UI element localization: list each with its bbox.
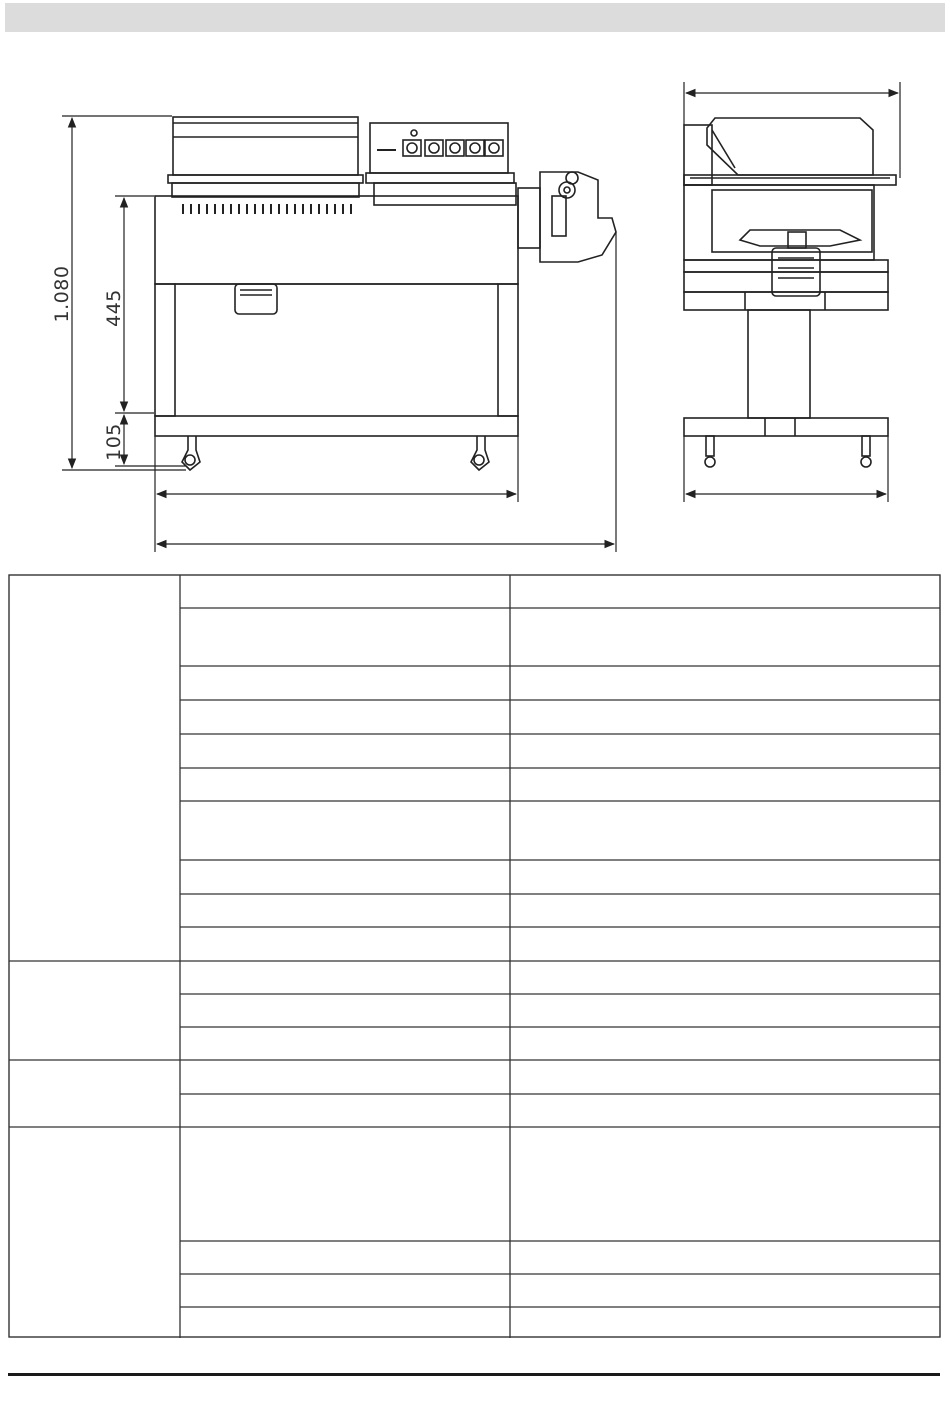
front-view: [155, 117, 616, 470]
dim-base-height: 105: [103, 423, 125, 461]
table-border: [9, 575, 940, 1337]
footer-rule: [8, 1373, 940, 1376]
side-view: [684, 118, 896, 467]
machine-body: [155, 196, 518, 284]
machine-technical-drawing: [0, 0, 950, 560]
dim-total-height: 1.080: [51, 265, 73, 323]
dim-body-height: 445: [103, 289, 125, 327]
specification-table: [8, 574, 941, 1338]
